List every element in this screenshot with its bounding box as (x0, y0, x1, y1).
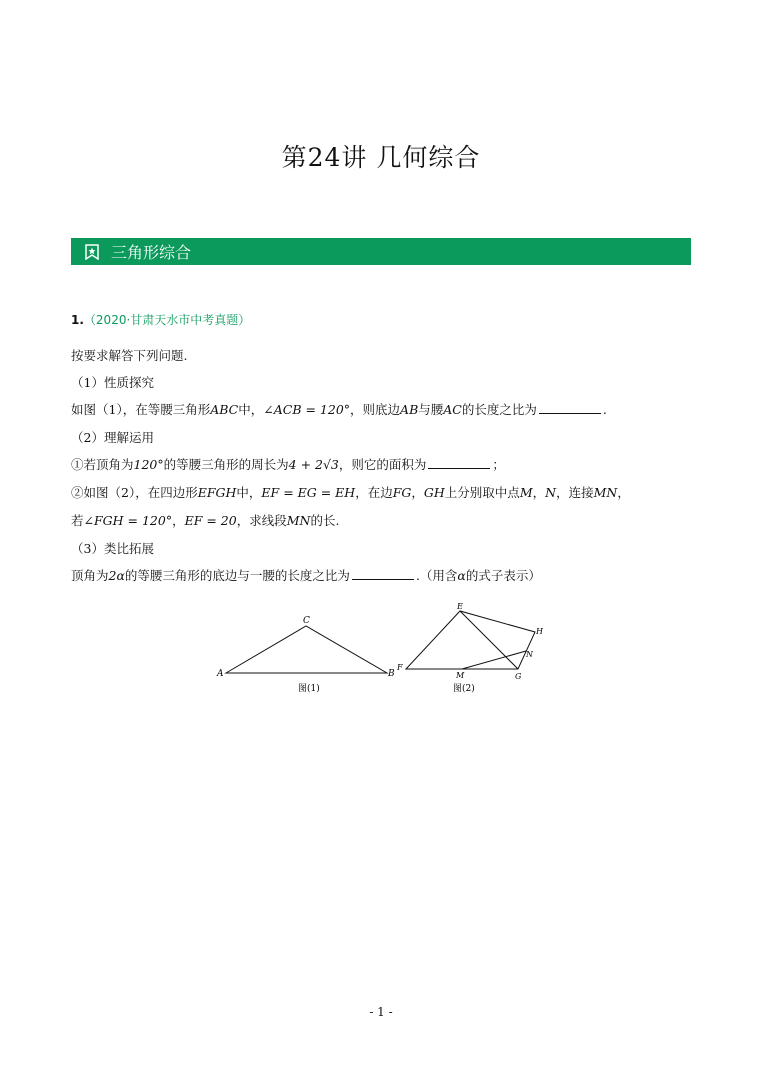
part1-title: （1）性质探究 (71, 375, 154, 390)
math: N (545, 485, 557, 500)
label-b: B (388, 669, 395, 679)
triangle-abc (226, 626, 387, 673)
label-m: M (456, 671, 465, 680)
question-source: （2020·甘肃天水市中考真题） (83, 313, 251, 327)
text: 与腰 (418, 402, 444, 417)
part2-i-text (71, 455, 505, 473)
section-banner (71, 238, 691, 265)
label-a: A (217, 669, 224, 679)
math: M (519, 485, 533, 500)
segment-mn (462, 651, 526, 669)
label-f: F (397, 663, 403, 672)
label-c: C (303, 616, 310, 626)
text: 顶角为 (71, 568, 109, 583)
math: AC (443, 402, 462, 417)
text: 的长. (310, 513, 340, 528)
math: α (457, 568, 466, 583)
question-number: 1. (71, 313, 84, 327)
question-header (71, 311, 250, 328)
math: 4 + 2√3 (288, 457, 339, 472)
label-n: N (526, 650, 533, 659)
figure-1-caption: 图(1) (298, 684, 320, 694)
text: 如图（1），在等腰三角形 (71, 402, 211, 417)
text: ，求线段 (236, 513, 287, 528)
label-e: E (457, 602, 463, 611)
text: 若 (71, 513, 84, 528)
label-g: G (515, 672, 522, 681)
part3-title: （3）类比拓展 (71, 541, 154, 556)
text: ，在边 (355, 485, 393, 500)
text: 的等腰三角形的底边与一腰的长度之比为 (124, 568, 350, 583)
text: 上分别取中点 (444, 485, 520, 500)
figure-1 (210, 610, 400, 700)
text: ，则底边 (350, 402, 401, 417)
math: EF = EG = EH (261, 485, 356, 500)
part2-ii-text (71, 483, 630, 501)
text: ①若顶角为 (71, 457, 134, 472)
figure-2 (390, 600, 560, 700)
section-title: 三角形综合 (111, 243, 192, 262)
text: 中， (236, 485, 262, 500)
text: ，连接 (556, 485, 594, 500)
text: . (602, 402, 607, 417)
answer-blank[interactable] (428, 456, 490, 469)
math: EF = 20 (184, 513, 237, 528)
page-title: 第24讲 几何综合 (281, 143, 481, 172)
bookmark-star-icon (85, 244, 99, 260)
math: 120° (133, 457, 164, 472)
figure-2-caption: 图(2) (453, 684, 475, 694)
part2-title: （2）理解运用 (71, 430, 154, 445)
part1-text (71, 400, 607, 418)
text: ， (411, 485, 424, 500)
part3-text (71, 566, 541, 584)
math: ∠FGH = 120° (83, 513, 173, 528)
text: ， (617, 485, 630, 500)
math: 2α (108, 568, 125, 583)
text: ； (492, 457, 505, 472)
answer-blank[interactable] (352, 567, 414, 580)
text: ②如图（2），在四边形 (71, 485, 198, 500)
quadrilateral-efgh (406, 611, 535, 669)
label-h: H (536, 627, 543, 636)
math: ABC (210, 402, 239, 417)
math: FG (392, 485, 412, 500)
text: 的式子表示） (465, 568, 541, 583)
text: 的长度之比为 (461, 402, 537, 417)
text: .（用含 (415, 568, 458, 583)
text: ， (172, 513, 185, 528)
text: ，则它的面积为 (338, 457, 427, 472)
question-intro: 按要求解答下列问题. (71, 348, 188, 363)
answer-blank[interactable] (539, 401, 601, 414)
text: ， (532, 485, 546, 500)
segment-eg (460, 611, 518, 669)
math: MN (593, 485, 618, 500)
text: 中， (238, 402, 264, 417)
page-number: - 1 - (369, 1005, 393, 1019)
text: 的等腰三角形的周长为 (163, 457, 289, 472)
part2-ii-text-cont (71, 511, 339, 529)
math: ∠ACB = 120° (263, 402, 351, 417)
math: MN (286, 513, 311, 528)
math: AB (400, 402, 419, 417)
math: GH (423, 485, 445, 500)
math: EFGH (197, 485, 237, 500)
